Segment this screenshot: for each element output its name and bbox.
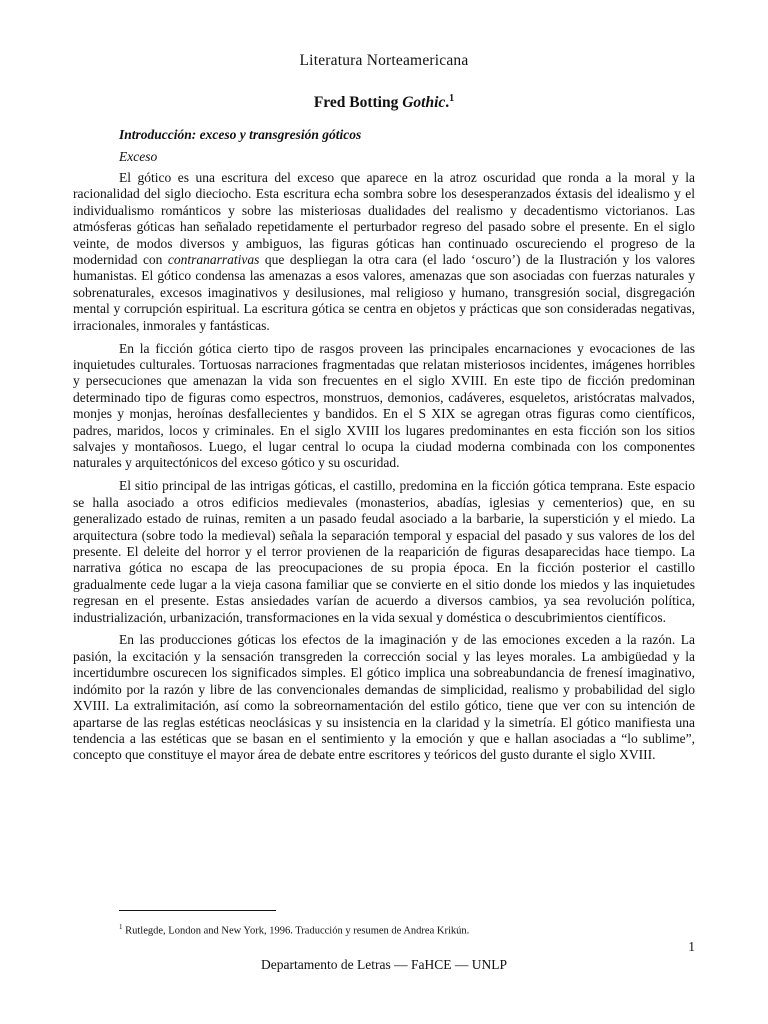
paragraph: El sitio principal de las intrigas góticas, el castillo, predomina en la ficción gótica temprana. Este espacio se halla asociado a otros edificios medievales (monasterios, abadías, iglesias y cementerios) que, en su generalizado estado de ruinas, remiten a un pasado feudal asociado a la barbarie, la superstición y el miedo. La arquitectura (sobre todo la medieval) señala la separación temporal y espacial del pasado y sus valores de los del presente. El deleite del horror y el terror provienen de la reaparición de figuras desaparecidas hace tiempo. La narrativa gótica no escapa de las preocupaciones de su propia época. En la ficción posterior el castillo gradualmente cede lugar a la vieja casona familiar que se convierte en el sitio donde los miedos y las inquietudes regresan en el presente. Estas ansiedades varían de acuerdo a diversos cambios, ya sea revolución política, industrialización, urbanización, transformaciones en la vida sexual y doméstica o descubrimientos científicos. — [73, 478, 695, 625]
paragraph: En la ficción gótica cierto tipo de rasgos proveen las principales encarnaciones y evocaciones de las inquietudes culturales. Tortuosas narraciones fragmentadas que relatan misteriosos incidentes, imágenes horribles y persecuciones que amenazan la vida son frecuentes en el siglo XVIII. En este tipo de ficción predominan determinado tipo de figuras como espectros, monstruos, demonios, cadáveres, esqueletos, aristócratas malvados, monjes y monjas, heroínas desfallecientes y bandidos. En el S XIX se agregan otras figuras como científicos, padres, maridos, locos y criminales. En el siglo XVIII los lugares predominantes en esta ficción son los sitios salvajes y montañosos. Luego, el lugar central lo ocupa la ciudad moderna combinada con los componentes naturales y arquitectónicos del exceso gótico y su oscuridad. — [73, 340, 695, 471]
page-header: Literatura Norteamericana — [299, 52, 469, 69]
subsection-title: Exceso — [119, 149, 158, 164]
paragraph: En las producciones góticas los efectos de la imaginación y de las emociones exceden a la razón. La pasión, la excitación y la sensación transgreden la corrección social y las leyes morales. La ambigüedad y la incertidumbre oscurecen los significados simples. El gótico implica una sobreabundancia de frenesí imaginativo, indómito por la razón y libre de las convencionales demandas de simplicidad, realismo y probabilidad del siglo XVIII. La extralimitación, así como la sobreornamentación del estilo gótico, tiene que ver con su intención de apartarse de las reglas estéticas neoclásicas y su insistencia en la claridad y la simetría. El gótico manifiesta una tendencia a las estéticas que se basan en el sentimiento y la emoción y que e hallan asociadas a “lo sublime”, concepto que constituye el mayor área de debate entre escritores y teóricos del gusto durante el siglo XVIII. — [73, 632, 695, 763]
paragraph: El gótico es una escritura del exceso que aparece en la atroz oscuridad que ronda a la moral y la racionalidad del siglo dieciocho. Esta escritura echa sombra sobre los desesperanzados éxtasis del idealismo y el individualismo románticos y sobre las misteriosas dualidades del realismo y decadentismo victorianos. Las atmósferas góticas han señalado repetidamente el perturbador regreso del pasado sobre el presente. En el siglo veinte, de modos diversos y ambiguos, las figuras góticas han continuado oscureciendo el progreso de la modernidad con contranarrativas que despliegan la otra cara (el lado ‘oscuro’) de la Ilustración y los valores humanistas. El gótico condensa las amenazas a esos valores, amenazas que son asociadas con fuerzas naturales y sobrenaturales, excesos imaginativos y desilusiones, mal religioso y humano, transgresión social, disgregación mental y corrupción espiritual. La escritura gótica se centra en objetos y prácticas que son consideradas negativas, irracionales, inmorales y fantásticas. — [73, 170, 695, 333]
footnote-reference: 1 — [449, 93, 455, 104]
page-footer: Departamento de Letras — FaHCE — UNLP — [261, 957, 507, 972]
footnote-mark: 1 — [119, 923, 123, 931]
title-period: . — [445, 94, 450, 112]
footnote — [119, 923, 469, 937]
emphasis: contranarrativas — [167, 252, 260, 268]
page-number: 1 — [688, 939, 695, 954]
author-name: Fred Botting — [313, 94, 399, 112]
section-title: Introducción: exceso y transgresión góticos — [119, 127, 362, 142]
footnote-separator — [119, 910, 276, 911]
work-title: Gothic — [402, 94, 446, 112]
footnote-text: Rutlegde, London and New York, 1996. Traducción y resumen de Andrea Krikún. — [122, 925, 470, 937]
document-title — [0, 93, 768, 112]
body-text — [73, 170, 695, 770]
